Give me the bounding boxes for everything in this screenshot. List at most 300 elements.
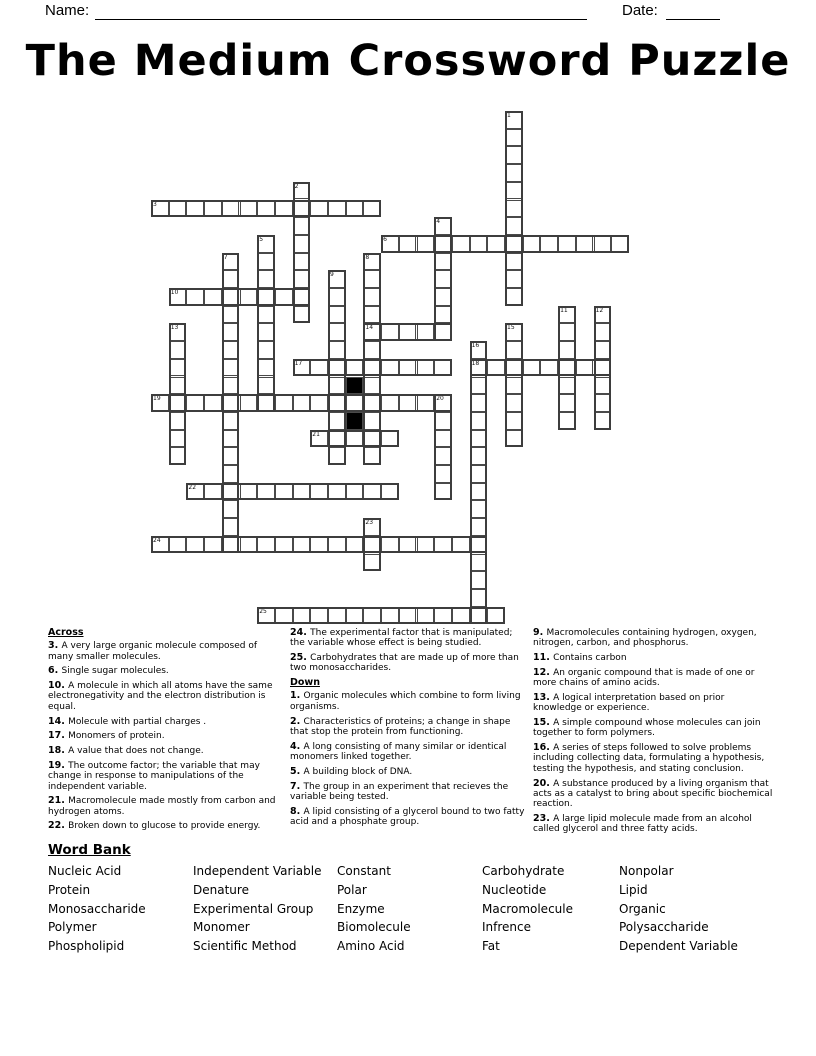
grid-cell-r21-c7[interactable]	[275, 483, 293, 501]
grid-cell-r24-c1[interactable]	[169, 536, 187, 554]
grid-cell-r11-c6[interactable]	[257, 306, 275, 324]
word-bank-item: Independent Variable	[193, 864, 322, 878]
grid-cell-r16-c8[interactable]	[293, 394, 311, 412]
grid-cell-r4-c8[interactable]	[293, 182, 311, 200]
grid-cell-r5-c9[interactable]	[310, 200, 328, 218]
clue-down-12: 12. An organic compound that is made of one or more chains of amino acids.	[533, 666, 755, 689]
grid-cell-r10-c2[interactable]	[186, 288, 204, 306]
grid-cell-r10-c20[interactable]	[505, 288, 523, 306]
grid-cell-r19-c16[interactable]	[434, 447, 452, 465]
grid-cell-r28-c9[interactable]	[310, 607, 328, 625]
grid-cell-r10-c7[interactable]	[275, 288, 293, 306]
grid-cell-r24-c13[interactable]	[381, 536, 399, 554]
grid-cell-r8-c16[interactable]	[434, 253, 452, 271]
grid-cell-r28-c7[interactable]	[275, 607, 293, 625]
grid-cell-r17-c25[interactable]	[594, 412, 612, 430]
grid-cell-r10-c3[interactable]	[204, 288, 222, 306]
grid-cell-r10-c10[interactable]	[328, 288, 346, 306]
grid-cell-r24-c6[interactable]	[257, 536, 275, 554]
cell-number-17: 17	[294, 359, 303, 367]
grid-cell-r21-c2[interactable]	[186, 483, 204, 501]
grid-cell-r21-c6[interactable]	[257, 483, 275, 501]
cell-number-24: 24	[153, 536, 161, 544]
grid-cell-r14-c6[interactable]	[257, 359, 275, 377]
grid-cell-r14-c12[interactable]	[363, 359, 381, 377]
word-bank-item: Macromolecule	[482, 901, 573, 916]
grid-cell-r11-c4[interactable]	[222, 306, 240, 324]
grid-cell-r28-c11[interactable]	[346, 607, 364, 625]
grid-cell-r16-c6[interactable]	[257, 394, 275, 412]
grid-cell-r9-c12[interactable]	[363, 270, 381, 288]
word-bank-item: Protein	[48, 882, 91, 897]
grid-cell-r27-c18[interactable]	[470, 589, 488, 607]
word-bank-item: Nucleic Acid	[48, 864, 122, 878]
grid-cell-r16-c0[interactable]	[151, 394, 169, 412]
grid-cell-r21-c12[interactable]	[363, 483, 381, 501]
word-bank-item: Constant	[337, 864, 391, 878]
grid-cell-r9-c20[interactable]	[505, 270, 523, 288]
grid-cell-r5-c6[interactable]	[257, 200, 275, 218]
grid-cell-r18-c11[interactable]	[346, 430, 364, 448]
black-cell-r17-c11	[346, 412, 364, 430]
grid-cell-r7-c15[interactable]	[417, 235, 435, 253]
grid-cell-r16-c16[interactable]	[434, 394, 452, 412]
grid-cell-r24-c2[interactable]	[186, 536, 204, 554]
cell-number-2: 2	[294, 182, 299, 190]
grid-cell-r14-c23[interactable]	[558, 359, 576, 377]
grid-cell-r16-c10[interactable]	[328, 394, 346, 412]
grid-cell-r28-c19[interactable]	[487, 607, 505, 625]
grid-cell-r16-c11[interactable]	[346, 394, 364, 412]
grid-cell-r12-c12[interactable]	[363, 323, 381, 341]
clue-across-18: 18. A value that does not change.	[48, 745, 204, 757]
grid-cell-r16-c7[interactable]	[275, 394, 293, 412]
grid-cell-r7-c8[interactable]	[293, 235, 311, 253]
grid-cell-r14-c20[interactable]	[505, 359, 523, 377]
grid-cell-r12-c4[interactable]	[222, 323, 240, 341]
grid-cell-r15-c4[interactable]	[222, 377, 240, 395]
grid-cell-r15-c18[interactable]	[470, 377, 488, 395]
grid-cell-r14-c14[interactable]	[399, 359, 417, 377]
word-bank-item: Phospholipid	[48, 939, 125, 954]
grid-cell-r24-c16[interactable]	[434, 536, 452, 554]
grid-cell-r12-c20[interactable]	[505, 323, 523, 341]
grid-cell-r9-c6[interactable]	[257, 270, 275, 288]
grid-cell-r5-c8[interactable]	[293, 200, 311, 218]
grid-cell-r20-c4[interactable]	[222, 465, 240, 483]
grid-cell-r24-c11[interactable]	[346, 536, 364, 554]
grid-cell-r8-c12[interactable]	[363, 253, 381, 271]
grid-cell-r7-c26[interactable]	[611, 235, 629, 253]
grid-cell-r14-c25[interactable]	[594, 359, 612, 377]
grid-cell-r5-c12[interactable]	[363, 200, 381, 218]
grid-cell-r21-c4[interactable]	[222, 483, 240, 501]
grid-cell-r13-c25[interactable]	[594, 341, 612, 359]
cell-number-11: 11	[560, 306, 568, 314]
grid-cell-r7-c25[interactable]	[594, 235, 612, 253]
grid-cell-r9-c4[interactable]	[222, 270, 240, 288]
grid-cell-r15-c1[interactable]	[169, 377, 187, 395]
grid-cell-r7-c16[interactable]	[434, 235, 452, 253]
word-bank-column	[619, 862, 738, 956]
grid-cell-r13-c18[interactable]	[470, 341, 488, 359]
grid-cell-r8-c6[interactable]	[257, 253, 275, 271]
grid-cell-r24-c8[interactable]	[293, 536, 311, 554]
grid-cell-r10-c16[interactable]	[434, 288, 452, 306]
grid-cell-r22-c4[interactable]	[222, 500, 240, 518]
grid-cell-r16-c18[interactable]	[470, 394, 488, 412]
grid-cell-r12-c13[interactable]	[381, 323, 399, 341]
word-bank-item: Scientific Method	[193, 939, 297, 954]
grid-cell-r5-c4[interactable]	[222, 200, 240, 218]
grid-cell-r21-c10[interactable]	[328, 483, 346, 501]
grid-cell-r21-c11[interactable]	[346, 483, 364, 501]
grid-cell-r15-c12[interactable]	[363, 377, 381, 395]
date-label: Date:	[622, 2, 658, 19]
grid-cell-r19-c12[interactable]	[363, 447, 381, 465]
grid-cell-r10-c6[interactable]	[257, 288, 275, 306]
word-bank-item: Polar	[337, 882, 367, 897]
grid-cell-r24-c15[interactable]	[417, 536, 435, 554]
grid-cell-r28-c14[interactable]	[399, 607, 417, 625]
grid-cell-r12-c16[interactable]	[434, 323, 452, 341]
clue-down-23: 23. A large lipid molecule made from an alcohol called glycerol and three fatty acids.	[533, 812, 752, 835]
grid-cell-r14-c18[interactable]	[470, 359, 488, 377]
grid-cell-r28-c16[interactable]	[434, 607, 452, 625]
cell-number-1: 1	[507, 112, 511, 119]
grid-cell-r14-c11[interactable]	[346, 359, 364, 377]
cell-number-7: 7	[223, 253, 228, 261]
grid-cell-r7-c18[interactable]	[470, 235, 488, 253]
cell-number-14: 14	[365, 324, 374, 332]
grid-cell-r18-c18[interactable]	[470, 430, 488, 448]
grid-cell-r18-c12[interactable]	[363, 430, 381, 448]
clue-down-2: 2. Characteristics of proteins; a change in shape that stop the protein from functioning.	[290, 715, 511, 737]
grid-cell-r0-c20[interactable]	[505, 111, 523, 129]
across-heading: Across	[48, 627, 84, 638]
clue-across-3: 3. A very large organic molecule composed of many smaller molecules.	[48, 640, 258, 662]
grid-cell-r18-c13[interactable]	[381, 430, 399, 448]
grid-cell-r23-c4[interactable]	[222, 518, 240, 536]
grid-cell-r5-c11[interactable]	[346, 200, 364, 218]
clue-across-21: 21. Macromolecule made mostly from carbon and hydrogen atoms.	[48, 795, 276, 817]
grid-cell-r7-c23[interactable]	[558, 235, 576, 253]
cell-number-12: 12	[595, 306, 604, 314]
cell-number-19: 19	[153, 395, 161, 403]
grid-cell-r16-c13[interactable]	[381, 394, 399, 412]
clue-across-25: 25. Carbohydrates that are made up of more than two monosaccharides.	[290, 652, 519, 674]
grid-cell-r7-c17[interactable]	[452, 235, 470, 253]
grid-cell-r11-c16[interactable]	[434, 306, 452, 324]
grid-cell-r5-c1[interactable]	[169, 200, 187, 218]
grid-cell-r28-c15[interactable]	[417, 607, 435, 625]
cell-number-23: 23	[365, 519, 374, 527]
grid-cell-r28-c12[interactable]	[363, 607, 381, 625]
clue-across-19: 19. The outcome factor; the variable that may change in response to manipulations of the independent variable.	[48, 759, 260, 792]
grid-cell-r16-c20[interactable]	[505, 394, 523, 412]
grid-cell-r12-c14[interactable]	[399, 323, 417, 341]
cell-number-18: 18	[471, 359, 480, 367]
grid-cell-r16-c3[interactable]	[204, 394, 222, 412]
grid-cell-r5-c20[interactable]	[505, 200, 523, 218]
clue-column-1	[48, 628, 285, 836]
date-fill-line	[666, 2, 720, 20]
grid-cell-r20-c18[interactable]	[470, 465, 488, 483]
grid-cell-r16-c2[interactable]	[186, 394, 204, 412]
grid-cell-r12-c1[interactable]	[169, 323, 187, 341]
grid-cell-r22-c18[interactable]	[470, 500, 488, 518]
grid-cell-r6-c20[interactable]	[505, 217, 523, 235]
grid-cell-r18-c20[interactable]	[505, 430, 523, 448]
grid-cell-r14-c13[interactable]	[381, 359, 399, 377]
grid-cell-r14-c15[interactable]	[417, 359, 435, 377]
clue-down-5: 5. A building block of DNA.	[290, 765, 413, 777]
grid-cell-r10-c5[interactable]	[240, 288, 258, 306]
page-title: The Medium Crossword Puzzle	[25, 36, 791, 86]
grid-cell-r7-c19[interactable]	[487, 235, 505, 253]
word-bank-column	[337, 862, 411, 956]
grid-cell-r21-c3[interactable]	[204, 483, 222, 501]
word-bank-item: Monomer	[193, 920, 250, 935]
grid-cell-r17-c4[interactable]	[222, 412, 240, 430]
grid-cell-r7-c6[interactable]	[257, 235, 275, 253]
clue-down-20: 20. A substance produced by a living organism that acts as a catalyst to bring about specific biochemical reaction.	[533, 777, 773, 810]
black-cell-r15-c11	[346, 377, 364, 395]
grid-cell-r13-c12[interactable]	[363, 341, 381, 359]
grid-cell-r16-c5[interactable]	[240, 394, 258, 412]
grid-cell-r28-c17[interactable]	[452, 607, 470, 625]
grid-cell-r28-c18[interactable]	[470, 607, 488, 625]
grid-cell-r19-c18[interactable]	[470, 447, 488, 465]
cell-number-22: 22	[188, 483, 197, 491]
grid-cell-r9-c16[interactable]	[434, 270, 452, 288]
grid-cell-r8-c8[interactable]	[293, 253, 311, 271]
word-bank-item: Biomolecule	[337, 920, 411, 935]
grid-cell-r16-c1[interactable]	[169, 394, 187, 412]
grid-cell-r18-c16[interactable]	[434, 430, 452, 448]
grid-cell-r12-c10[interactable]	[328, 323, 346, 341]
grid-cell-r24-c10[interactable]	[328, 536, 346, 554]
grid-cell-r16-c9[interactable]	[310, 394, 328, 412]
cell-number-21: 21	[312, 430, 320, 438]
grid-cell-r21-c8[interactable]	[293, 483, 311, 501]
grid-cell-r25-c12[interactable]	[363, 554, 381, 572]
word-bank-item: Organic	[619, 901, 666, 916]
grid-cell-r24-c7[interactable]	[275, 536, 293, 554]
grid-cell-r17-c18[interactable]	[470, 412, 488, 430]
grid-cell-r21-c13[interactable]	[381, 483, 399, 501]
grid-cell-r5-c3[interactable]	[204, 200, 222, 218]
grid-cell-r28-c8[interactable]	[293, 607, 311, 625]
grid-cell-r13-c1[interactable]	[169, 341, 187, 359]
word-bank-item: Polymer	[48, 920, 97, 935]
clue-across-6: 6. Single sugar molecules.	[48, 665, 169, 677]
grid-cell-r24-c0[interactable]	[151, 536, 169, 554]
grid-cell-r16-c12[interactable]	[363, 394, 381, 412]
grid-cell-r1-c20[interactable]	[505, 129, 523, 147]
cell-number-13: 13	[170, 324, 179, 332]
grid-cell-r13-c6[interactable]	[257, 341, 275, 359]
grid-cell-r14-c24[interactable]	[576, 359, 594, 377]
name-label: Name:	[45, 2, 90, 19]
grid-cell-r14-c10[interactable]	[328, 359, 346, 377]
grid-cell-r15-c25[interactable]	[594, 377, 612, 395]
grid-cell-r28-c10[interactable]	[328, 607, 346, 625]
grid-cell-r21-c16[interactable]	[434, 483, 452, 501]
cell-number-10: 10	[170, 289, 179, 296]
word-bank-item: Infrence	[482, 920, 532, 935]
grid-cell-r9-c8[interactable]	[293, 270, 311, 288]
grid-cell-r16-c15[interactable]	[417, 394, 435, 412]
grid-cell-r17-c1[interactable]	[169, 412, 187, 430]
grid-cell-r24-c17[interactable]	[452, 536, 470, 554]
grid-cell-r19-c4[interactable]	[222, 447, 240, 465]
grid-cell-r10-c1[interactable]	[169, 288, 187, 306]
clue-down-8: 8. A lipid consisting of a glycerol bound to two fatty acid and a phosphate group.	[290, 805, 525, 827]
cell-number-9: 9	[330, 271, 334, 279]
word-bank-item: Amino Acid	[337, 939, 405, 954]
grid-cell-r19-c10[interactable]	[328, 447, 346, 465]
grid-cell-r16-c25[interactable]	[594, 394, 612, 412]
word-bank-item: Carbohydrate	[482, 864, 565, 878]
grid-cell-r16-c23[interactable]	[558, 394, 576, 412]
grid-cell-r5-c0[interactable]	[151, 200, 169, 218]
grid-cell-r20-c16[interactable]	[434, 465, 452, 483]
cell-number-20: 20	[436, 395, 444, 403]
name-fill-line	[95, 2, 587, 20]
grid-cell-r23-c18[interactable]	[470, 518, 488, 536]
grid-cell-r5-c10[interactable]	[328, 200, 346, 218]
grid-cell-r14-c22[interactable]	[540, 359, 558, 377]
word-bank-column	[482, 862, 573, 956]
grid-cell-r7-c22[interactable]	[540, 235, 558, 253]
grid-cell-r15-c6[interactable]	[257, 377, 275, 395]
grid-cell-r8-c20[interactable]	[505, 253, 523, 271]
grid-cell-r23-c12[interactable]	[363, 518, 381, 536]
grid-cell-r28-c13[interactable]	[381, 607, 399, 625]
grid-cell-r17-c16[interactable]	[434, 412, 452, 430]
word-bank-item: Polysaccharide	[619, 920, 709, 935]
grid-cell-r10-c12[interactable]	[363, 288, 381, 306]
grid-cell-r5-c7[interactable]	[275, 200, 293, 218]
grid-cell-r15-c23[interactable]	[558, 377, 576, 395]
grid-cell-r13-c10[interactable]	[328, 341, 346, 359]
grid-cell-r21-c9[interactable]	[310, 483, 328, 501]
grid-cell-r15-c10[interactable]	[328, 377, 346, 395]
clue-down-13: 13. A logical interpretation based on prior knowledge or experience.	[533, 691, 725, 714]
grid-cell-r24-c3[interactable]	[204, 536, 222, 554]
grid-cell-r17-c23[interactable]	[558, 412, 576, 430]
clue-across-17: 17. Monomers of protein.	[48, 730, 165, 742]
word-bank-item: Nucleotide	[482, 882, 547, 897]
grid-cell-r12-c23[interactable]	[558, 323, 576, 341]
grid-cell-r16-c14[interactable]	[399, 394, 417, 412]
grid-cell-r11-c8[interactable]	[293, 306, 311, 324]
cell-number-3: 3	[153, 200, 157, 208]
grid-cell-r10-c8[interactable]	[293, 288, 311, 306]
grid-cell-r14-c8[interactable]	[293, 359, 311, 377]
grid-cell-r18-c4[interactable]	[222, 430, 240, 448]
grid-cell-r11-c12[interactable]	[363, 306, 381, 324]
grid-cell-r6-c8[interactable]	[293, 217, 311, 235]
grid-cell-r5-c2[interactable]	[186, 200, 204, 218]
grid-cell-r3-c20[interactable]	[505, 164, 523, 182]
grid-cell-r14-c9[interactable]	[310, 359, 328, 377]
clue-column-3	[533, 628, 773, 839]
word-bank-item: Lipid	[619, 882, 648, 897]
grid-cell-r5-c5[interactable]	[240, 200, 258, 218]
grid-cell-r14-c19[interactable]	[487, 359, 505, 377]
word-bank-item: Enzyme	[337, 901, 385, 916]
grid-cell-r18-c9[interactable]	[310, 430, 328, 448]
grid-cell-r12-c6[interactable]	[257, 323, 275, 341]
grid-cell-r13-c4[interactable]	[222, 341, 240, 359]
grid-cell-r26-c18[interactable]	[470, 571, 488, 589]
grid-cell-r24-c9[interactable]	[310, 536, 328, 554]
grid-cell-r21-c18[interactable]	[470, 483, 488, 501]
grid-cell-r24-c18[interactable]	[470, 536, 488, 554]
grid-cell-r14-c21[interactable]	[523, 359, 541, 377]
grid-cell-r11-c10[interactable]	[328, 306, 346, 324]
grid-cell-r12-c25[interactable]	[594, 323, 612, 341]
grid-cell-r13-c20[interactable]	[505, 341, 523, 359]
grid-cell-r21-c5[interactable]	[240, 483, 258, 501]
grid-cell-r9-c10[interactable]	[328, 270, 346, 288]
grid-cell-r11-c25[interactable]	[594, 306, 612, 324]
grid-cell-r10-c4[interactable]	[222, 288, 240, 306]
cell-number-16: 16	[471, 342, 480, 350]
clue-down-11: 11. Contains carbon	[533, 652, 627, 664]
grid-cell-r24-c5[interactable]	[240, 536, 258, 554]
cell-number-15: 15	[507, 324, 515, 332]
clue-across-10: 10. A molecule in which all atoms have the same electronegativity and the electron distribution is equal.	[48, 680, 273, 712]
grid-cell-r17-c10[interactable]	[328, 412, 346, 430]
grid-cell-r14-c4[interactable]	[222, 359, 240, 377]
grid-cell-r8-c4[interactable]	[222, 253, 240, 271]
grid-cell-r16-c4[interactable]	[222, 394, 240, 412]
grid-cell-r25-c18[interactable]	[470, 554, 488, 572]
word-bank-column	[48, 862, 146, 956]
clue-down-7: 7. The group in an experiment that recieves the variable being tested.	[290, 780, 509, 802]
grid-cell-r6-c16[interactable]	[434, 217, 452, 235]
grid-cell-r4-c20[interactable]	[505, 182, 523, 200]
grid-cell-r17-c12[interactable]	[363, 412, 381, 430]
grid-cell-r13-c23[interactable]	[558, 341, 576, 359]
clue-down-1: 1. Organic molecules which combine to form living organisms.	[290, 690, 521, 712]
grid-cell-r24-c12[interactable]	[363, 536, 381, 554]
word-bank-item: Experimental Group	[193, 901, 314, 916]
grid-cell-r18-c1[interactable]	[169, 430, 187, 448]
grid-cell-r19-c1[interactable]	[169, 447, 187, 465]
grid-cell-r24-c4[interactable]	[222, 536, 240, 554]
grid-cell-r12-c15[interactable]	[417, 323, 435, 341]
clue-column-2	[290, 628, 528, 832]
grid-cell-r24-c14[interactable]	[399, 536, 417, 554]
grid-cell-r7-c13[interactable]	[381, 235, 399, 253]
grid-cell-r14-c16[interactable]	[434, 359, 452, 377]
grid-cell-r17-c20[interactable]	[505, 412, 523, 430]
grid-cell-r15-c20[interactable]	[505, 377, 523, 395]
grid-cell-r2-c20[interactable]	[505, 146, 523, 164]
grid-cell-r7-c24[interactable]	[576, 235, 594, 253]
grid-cell-r7-c21[interactable]	[523, 235, 541, 253]
grid-cell-r11-c23[interactable]	[558, 306, 576, 324]
grid-cell-r14-c1[interactable]	[169, 359, 187, 377]
grid-cell-r18-c10[interactable]	[328, 430, 346, 448]
grid-cell-r28-c6[interactable]	[257, 607, 275, 625]
grid-cell-r7-c20[interactable]	[505, 235, 523, 253]
grid-cell-r7-c14[interactable]	[399, 235, 417, 253]
